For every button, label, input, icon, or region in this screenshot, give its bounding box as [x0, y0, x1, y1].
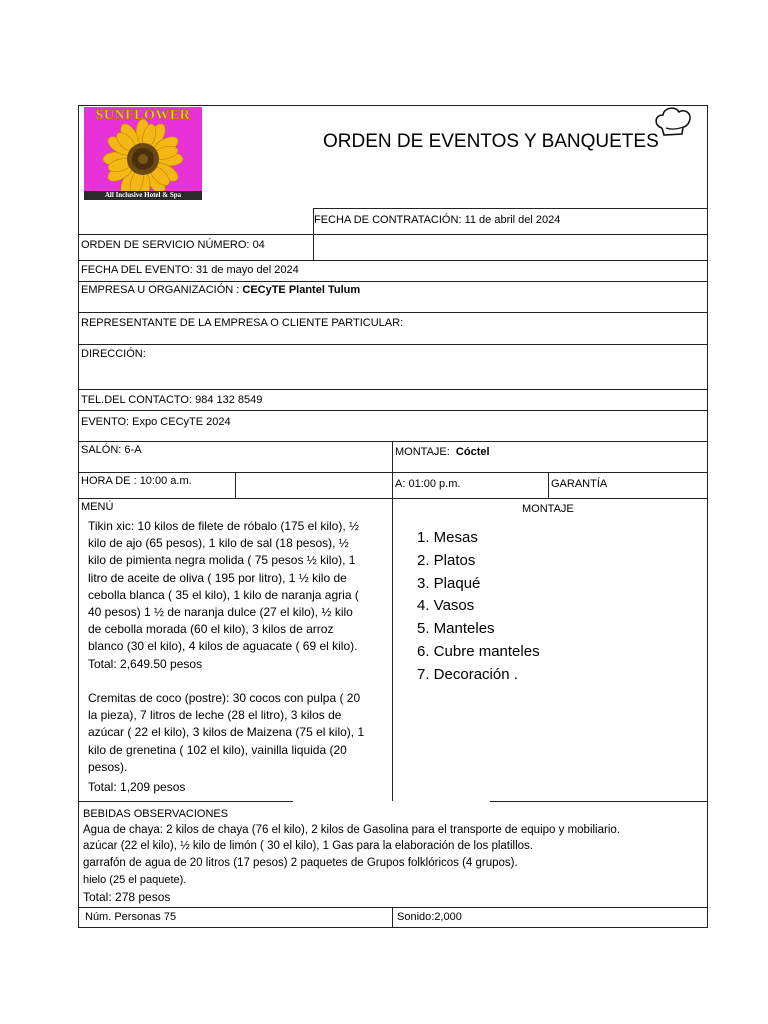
start-time	[81, 475, 192, 488]
drinks-ice: hielo (25 el paquete).	[83, 874, 187, 886]
guarantee-label: GARANTÍA	[551, 478, 608, 490]
menu-label: MENÚ	[81, 501, 114, 513]
setup-label: MONTAJE:	[395, 446, 450, 458]
setup-value: Cóctel	[455, 446, 490, 458]
address-label: DIRECCIÓN:	[81, 348, 146, 360]
persons-label: Núm. Personas	[85, 911, 161, 923]
list-item: 6. Cubre manteles	[417, 642, 540, 660]
menu-item-cremitas: Cremitas de coco (postre): 30 cocos con pulpa ( 20 la pieza), 7 litros de leche (28 el litro), 3 kilos de azúcar ( 22 el kilo), 3 kilos de Maizena (75 el kilo), 1 kilo de grenetina ( 102 el kilo), vainilla liquida (20 pesos).	[88, 691, 365, 774]
list-item: 5. Manteles	[417, 620, 495, 638]
company	[81, 284, 360, 297]
sound-label: Sonido:	[397, 911, 435, 923]
sound-value: 2,000	[434, 911, 462, 923]
phone-value: 984 132 8549	[195, 394, 263, 406]
representative-label: REPRESENTANTE DE LA EMPRESA O CLIENTE PARTICULAR:	[81, 317, 404, 329]
chef-hat-icon	[652, 104, 694, 138]
logo-name: SUNFLOWER	[95, 108, 191, 123]
logo-tagline: All Inclusive Hotel & Spa	[104, 191, 182, 199]
sunflower-logo	[84, 107, 202, 200]
contract-date	[314, 214, 560, 227]
start-value: 10:00 a.m.	[139, 475, 192, 487]
event-value: Expo CECyTE 2024	[132, 416, 231, 428]
list-item: 7. Decoración .	[417, 665, 518, 683]
start-label: HORA DE :	[81, 475, 137, 487]
salon-label: SALÓN:	[81, 444, 122, 456]
list-item: 2. Platos	[417, 551, 476, 569]
phone-label: TEL.DEL CONTACTO:	[81, 394, 193, 406]
salon-value: 6-A	[124, 444, 142, 456]
menu-item-cremitas-total: Total: 1,209 pesos	[88, 780, 186, 794]
end-time	[395, 478, 460, 491]
event-name	[81, 416, 231, 429]
montaje-label: MONTAJE	[522, 503, 574, 515]
list-item: 4. Vasos	[417, 597, 475, 615]
menu-item-tikin-xic: Tikin xic: 10 kilos de filete de róbalo (175 el kilo), ½ kilo de ajo (65 pesos), 1 kilo de sal (18 pesos), ½ kilo de pimienta negra molida ( 75 pesos ½ kilo), 1 litro de aceite de oliva ( 195 por litro), 1 ½ kilo de cebolla blanca ( 35 el kilo), 1 kilo de naranja agria ( 40 pesos) 1 ½ de naranja dulce (27 el kilo), ½ kilo de cebolla morada (60 el kilo), 3 kilos de arroz blanco (30 el kilo), 4 kilos de aguacate ( 69 el kilo).	[88, 519, 360, 654]
page-title: ORDEN DE EVENTOS Y BANQUETES	[323, 131, 659, 152]
menu-item-tikin-xic-total: Total: 2,649.50 pesos	[88, 657, 203, 671]
sound-cost	[397, 911, 462, 924]
drinks-total: Total: 278 pesos	[83, 890, 171, 904]
setup-type	[395, 446, 490, 459]
contact-phone	[81, 394, 262, 407]
persons-value: 75	[163, 911, 177, 923]
list-item: 3. Plaqué	[417, 574, 481, 592]
event-date-label: FECHA DEL EVENTO:	[81, 264, 193, 276]
service-order-value: 04	[252, 239, 265, 251]
service-order	[81, 239, 265, 252]
event-label: EVENTO:	[81, 416, 130, 428]
contract-date-value: 11 de abril del 2024	[464, 214, 561, 226]
end-label: A:	[395, 478, 406, 490]
list-item: 1. Mesas	[417, 529, 478, 546]
montaje-list	[417, 527, 540, 687]
service-order-label: ORDEN DE SERVICIO NÚMERO:	[81, 239, 250, 251]
end-value: 01:00 p.m.	[408, 478, 461, 490]
drinks-text: Agua de chaya: 2 kilos de chaya (76 el kilo), 2 kilos de Gasolina para el transporte de equipo y mobiliario. azúcar (22 el kilo), ½ kilo de limón ( 30 el kilo), 1 Gas para la elaboración de los platillos. garrafón de agua de 20 litros (17 pesos) 2 paquetes de Grupos folklóricos (4 grupos).	[83, 824, 620, 869]
company-label: EMPRESA U ORGANIZACIÓN :	[81, 284, 240, 296]
drinks-label: BEBIDAS OBSERVACIONES	[83, 808, 229, 820]
salon	[81, 444, 142, 457]
company-value: CECyTE Plantel Tulum	[242, 284, 361, 296]
event-date-value: 31 de mayo del 2024	[195, 264, 299, 276]
contract-date-label: FECHA DE CONTRATACIÓN:	[314, 214, 462, 226]
persons-count	[85, 911, 176, 924]
event-date	[81, 264, 299, 277]
